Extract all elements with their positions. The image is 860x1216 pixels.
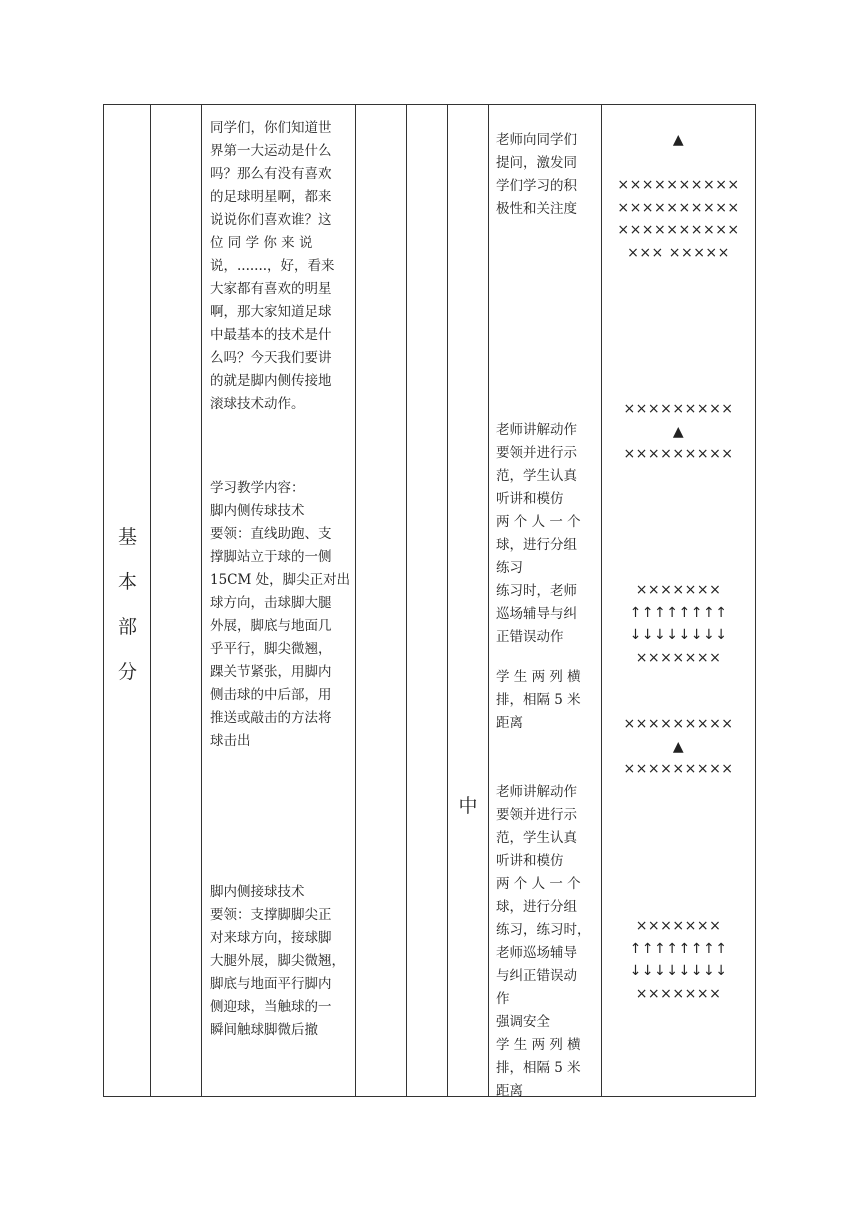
teacher-triangle-icon: ▲ xyxy=(672,132,685,148)
student-row: ×××××××××× xyxy=(617,199,740,216)
text-line: 与纠正错误动 xyxy=(496,968,577,984)
method-block xyxy=(496,129,593,221)
text-line: 要领：支撑脚脚尖正 xyxy=(210,907,332,923)
column-divider xyxy=(488,105,489,1096)
formation-diagram xyxy=(602,713,755,781)
text-line: 范，学生认真 xyxy=(496,468,577,484)
lesson-plan-table xyxy=(103,104,756,1097)
up-arrows-row: ↑↑↑↑↑↑↑↑ xyxy=(629,604,728,621)
text-line: 练习时，老师 xyxy=(496,583,577,599)
text-line: 侧击球的中后部，用 xyxy=(210,687,332,703)
text-line: 距离 xyxy=(496,1083,523,1099)
text-line: 练习 xyxy=(496,560,523,576)
student-row: ×××××××××× xyxy=(617,222,740,238)
text-line: 侧迎球，当触球的一 xyxy=(210,999,332,1015)
text-line: 学们学习的积 xyxy=(496,178,577,194)
text-line: 脚内侧接球技术 xyxy=(210,884,305,900)
text-line: 学 生 两 列 横 xyxy=(496,1037,581,1053)
text-line: 位 同 学 你 来 说 xyxy=(210,235,313,251)
text-line: 的就是脚内侧传接地 xyxy=(210,373,332,389)
formation-diagram xyxy=(602,915,755,1005)
text-line: 15CM 处，脚尖正对出 xyxy=(210,572,351,588)
text-line: 脚底与地面平行脚内 xyxy=(210,976,332,992)
text-line: 要领并进行示 xyxy=(496,445,577,461)
text-line: 大家都有喜欢的明星 xyxy=(210,281,332,297)
method-block xyxy=(496,666,593,735)
text-line: 踝关节紧张，用脚内 xyxy=(210,664,332,680)
text-line: 对来球方向，接球脚 xyxy=(210,930,332,946)
text-line: 滚球技术动作。 xyxy=(210,396,305,412)
student-row: ××××××× xyxy=(635,649,722,666)
intro-text xyxy=(210,117,352,416)
text-line: 听讲和模仿 xyxy=(496,491,564,507)
down-arrows-row: ↓↓↓↓↓↓↓↓ xyxy=(629,627,728,643)
method-block xyxy=(496,781,593,1103)
intensity-label: 中 xyxy=(458,795,478,817)
text-line: 排，相隔 5 米 xyxy=(496,692,581,708)
text-line: 大腿外展，脚尖微翘， xyxy=(210,953,345,969)
text-line: 界第一大运动是什么 xyxy=(210,143,332,159)
text-line: 中最基本的技术是什 xyxy=(210,327,332,343)
text-line: 听讲和模仿 xyxy=(496,853,564,869)
up-arrows-row: ↑↑↑↑↑↑↑↑ xyxy=(629,940,728,957)
text-line: 的足球明星啊，都来 xyxy=(210,189,332,205)
section-label xyxy=(104,515,151,695)
student-row: ××××××××× xyxy=(623,761,734,777)
text-line: 练习，练习时， xyxy=(496,922,591,938)
text-line: 乎平行，脚尖微翘， xyxy=(210,641,332,657)
down-arrows-row: ↓↓↓↓↓↓↓↓ xyxy=(629,963,728,979)
student-row: ××××××××× xyxy=(623,716,734,732)
section-label-char: 基 xyxy=(117,526,137,548)
text-line: 强调安全 xyxy=(496,1014,550,1030)
text-line: 球，进行分组 xyxy=(496,899,577,915)
text-line: 要领：直线助跑、支 xyxy=(210,526,332,542)
student-row: ××××××× xyxy=(635,918,722,934)
column-divider xyxy=(447,105,448,1096)
method-block xyxy=(496,419,593,649)
section-label-char: 部 xyxy=(117,616,137,638)
formation-diagram xyxy=(602,398,755,466)
text-line: 外展，脚底与地面几 xyxy=(210,618,332,634)
section-label-char: 分 xyxy=(117,661,137,683)
section-label-char: 本 xyxy=(117,571,137,593)
text-line: 老师讲解动作 xyxy=(496,422,577,438)
text-line: 老师巡场辅导 xyxy=(496,945,577,961)
column-divider xyxy=(355,105,356,1096)
receive-technique-text xyxy=(210,881,352,1042)
student-row: ××××××××× xyxy=(623,401,734,417)
text-line: 学习教学内容： xyxy=(210,480,305,496)
student-row: ××××××××× xyxy=(623,446,734,462)
formation-diagram xyxy=(602,174,755,264)
text-line: 推送或敲击的方法将 xyxy=(210,710,332,726)
text-line: 极性和关注度 xyxy=(496,201,577,217)
text-line: 球击出 xyxy=(210,733,251,749)
text-line: 学 生 两 列 横 xyxy=(496,669,581,685)
column-divider xyxy=(201,105,202,1096)
text-line: 两 个 人 一 个 xyxy=(496,514,581,530)
student-row: ××××××× xyxy=(635,985,722,1002)
text-line: 同学们，你们知道世 xyxy=(210,120,332,136)
text-line: 说，.......，好，看来 xyxy=(210,258,335,274)
text-line: 正错误动作 xyxy=(496,629,564,645)
teacher-triangle-icon: ▲ xyxy=(672,423,685,440)
text-line: 脚内侧传球技术 xyxy=(210,503,305,519)
student-row: ××× ××××× xyxy=(627,244,730,261)
student-row: ×××××××××× xyxy=(617,177,740,193)
text-line: 球，进行分组 xyxy=(496,537,577,553)
column-divider xyxy=(406,105,407,1096)
text-line: 说说你们喜欢谁？这 xyxy=(210,212,332,228)
text-line: 撑脚站立于球的一侧 xyxy=(210,549,332,565)
text-line: 提问，激发同 xyxy=(496,155,577,171)
pass-technique-text xyxy=(210,477,352,753)
text-line: 球方向，击球脚大腿 xyxy=(210,595,332,611)
text-line: 要领并进行示 xyxy=(496,807,577,823)
text-line: 范，学生认真 xyxy=(496,830,577,846)
text-line: 排，相隔 5 米 xyxy=(496,1060,581,1076)
text-line: 作 xyxy=(496,991,510,1007)
text-line: 么吗？今天我们要讲 xyxy=(210,350,332,366)
student-row: ××××××× xyxy=(635,582,722,598)
text-line: 吗？那么有没有喜欢 xyxy=(210,166,332,182)
text-line: 啊，那大家知道足球 xyxy=(210,304,332,320)
formation-diagram xyxy=(602,579,755,669)
text-line: 老师讲解动作 xyxy=(496,784,577,800)
teacher-triangle-icon: ▲ xyxy=(672,738,685,755)
text-line: 两 个 人 一 个 xyxy=(496,876,581,892)
text-line: 瞬间触球脚微后撤 xyxy=(210,1022,318,1038)
text-line: 距离 xyxy=(496,715,523,731)
text-line: 老师向同学们 xyxy=(496,132,577,148)
text-line: 巡场辅导与纠 xyxy=(496,606,577,622)
teacher-marker xyxy=(602,129,755,152)
